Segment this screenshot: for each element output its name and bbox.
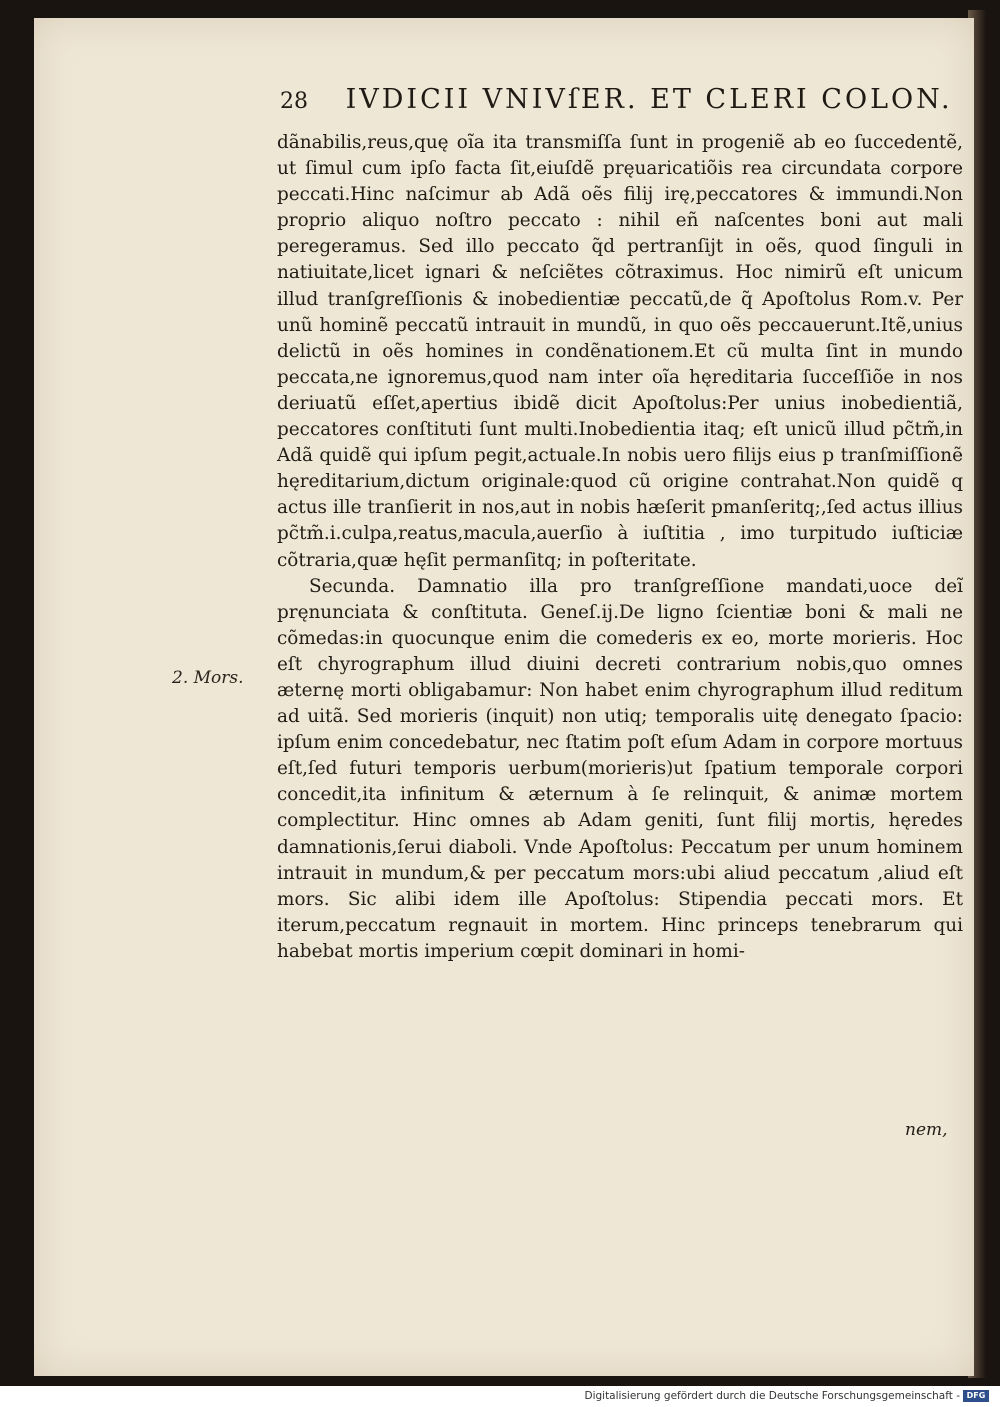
funding-credit: Digitalisierung gefördert durch die Deutsche Forschungsgemeinschaft - (584, 1390, 960, 1402)
catchword: nem, (905, 1120, 948, 1140)
running-head-title: IVDICII VNIVſER. ET CLERI COLON. (345, 84, 953, 115)
paragraph-2: Secunda. Damnatio illa pro tranſgreſſione mandati,uoce deĩ pręnunciata & conſtituta. Geneſ.ij.De ligno ſcientiæ boni & mali ne cõmedas:in quocunque enim die comederis ex eo, morte morieris. Hoc eſt chyrographum illud diuini decreti contrarium nobis,quo omnes æternę morti obligabamur: Non habet enim chyrographum illud reditum ad uitã. Sed morieris (inquit) non utiq; temporalis uitę denegato ſpacio: ipſum enim concedebatur, nec ſtatim poſt eſum Adam in corpore mortuus eſt,ſed futuri temporis uerbum(morieris)ut ſpatium temporale corpori concedit,ita infinitum & æternum à ſe relinquit, & animæ mortem complectitur. Hinc omnes ab Adam geniti, ſunt filij mortis, hęredes damnationis,ſerui diaboli. Vnde Apoſtolus: Peccatum per unum hominem intrauit in mundum,& per peccatum mors:ubi aliud peccatum ,aliud eſt mors. Sic alibi idem ille Apoſtolus: Stipendia peccati mors. Et iterum,peccatum regnauit in mortem. Hinc princeps tenebrarum qui habebat mortis imperium cœpit dominari in homi- (277, 575, 963, 962)
paragraph-1: dãnabilis,reus,quę oĩa ita transmiſſa ſunt in progeniẽ ab eo ſuccedentẽ, ut ſimul cum ipſo facta ſit,eiuſdẽ pręuaricatiõis rea circundata corpore peccati.Hinc naſcimur ab Adã oẽs filij irę,peccatores & immundi.Non proprio aliquo noſtro peccato : nihil eñ naſcentes boni aut mali peregeramus. Sed illo peccato q̃d pertranſijt in oẽs, quod ſinguli in natiuitate,licet ignari & neſciẽtes cõtraximus. Hoc nimirũ eſt unicum illud tranſgreſſionis & inobedientiæ peccatũ,de q̃ Apoſtolus Rom.v. Per unũ hominẽ peccatũ intrauit in mundũ, in quo oẽs peccauerunt.Itẽ,unius delictũ in oẽs homines in condẽnationem.Et cũ multa ſint in mundo peccata,ne ignoremus,quod nam inter oĩa hęreditaria ſucceſſiõe in nos deriuatũ eſſet,apertius ibidẽ dicit Apoſtolus:Per unius inobedientiã, peccatores conſtituti ſunt multi.Inobedientia itaq; eſt unicũ illud pc̃tm̃,in Adã quidẽ qui ipſum pegit,actuale.In nobis uero filijs eius p tranſmiſſionẽ hęreditarium,dictum originale:quod cũ origine contrahat.Non quidẽ q actus ille tranſierit in nos,aut in nobis hæſerit pmanſeritq;,ſed actus illius pc̃tm̃.i.culpa,reatus,macula,auerſio à iuſtitia , imo turpitudo iuſticiæ cõtraria,quæ hęſit permanſitq; in poſteritate. (277, 132, 963, 571)
dfg-logo: DFG (963, 1390, 989, 1402)
marginal-note: 2. Mors. (172, 668, 244, 688)
page-number: 28 (280, 89, 308, 114)
main-text-block (277, 130, 963, 965)
running-header (280, 84, 952, 118)
